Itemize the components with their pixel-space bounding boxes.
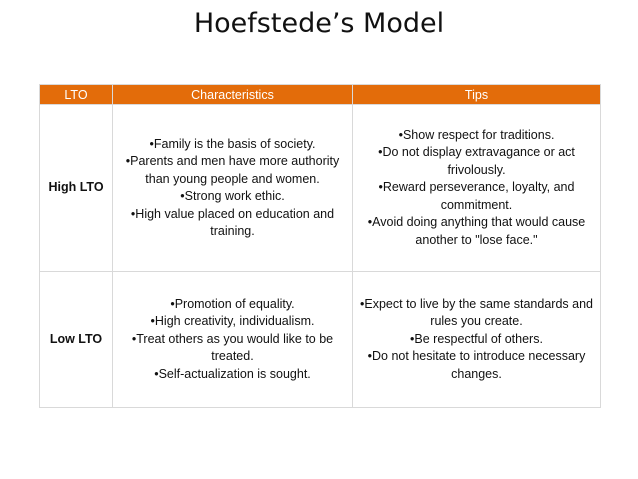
low-lto-tips-cell	[353, 272, 601, 408]
table-row-high-lto	[40, 105, 601, 272]
page-title: Hoefstede’s Model	[193, 8, 445, 39]
tip-item: •Reward perseverance, loyalty, and commitment.	[378, 180, 575, 212]
tip-item: •Do not hesitate to introduce necessary changes.	[367, 349, 586, 381]
low-lto-characteristics-cell	[113, 272, 353, 408]
high-lto-characteristics-cell	[113, 105, 353, 272]
characteristic-item: •Self-actualization is sought.	[154, 366, 311, 381]
characteristic-item: •Parents and men have more authority than young people and women.	[125, 154, 340, 186]
characteristic-item: •High value placed on education and training.	[130, 206, 335, 238]
characteristic-item: •Strong work ethic.	[180, 189, 285, 203]
characteristic-item: •Treat others as you would like to be treated.	[131, 331, 334, 364]
characteristic-item: •Promotion of equality.	[170, 296, 295, 311]
high-lto-tips-cell	[353, 105, 601, 272]
lto-table	[39, 84, 601, 408]
table-header-row	[40, 85, 601, 105]
tip-item: •Show respect for traditions.	[398, 127, 555, 142]
row-label-high-lto: High LTO	[40, 105, 113, 272]
column-header-tips: Tips	[353, 85, 601, 105]
tip-item: •Do not display extravagance or act frivolously.	[378, 145, 575, 177]
characteristic-item: •High creativity, individualism.	[150, 314, 315, 329]
table-row-low-lto	[40, 272, 601, 408]
tip-item: •Be respectful of others.	[410, 331, 543, 346]
tip-item: •Avoid doing anything that would cause another to "lose face."	[367, 215, 586, 247]
tip-item: •Expect to live by the same standards and rules you create.	[360, 296, 593, 329]
column-header-characteristics: Characteristics	[113, 85, 353, 105]
column-header-lto: LTO	[40, 85, 113, 105]
row-label-low-lto: Low LTO	[40, 272, 113, 408]
characteristic-item: •Family is the basis of society.	[149, 136, 316, 151]
